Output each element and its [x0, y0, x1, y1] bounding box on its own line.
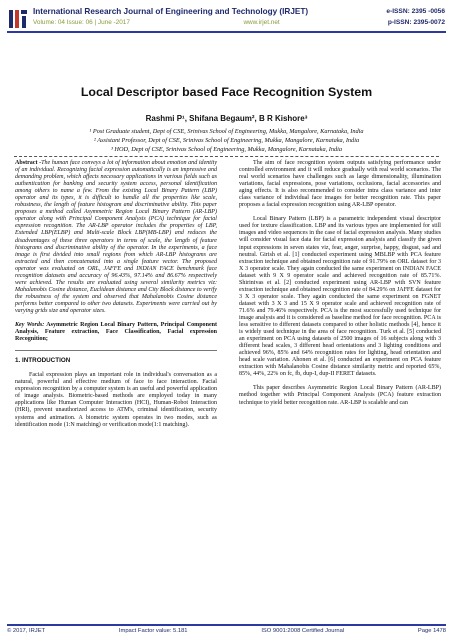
affiliation-2: ² Assistant Professor, Dept of CSE, Srinivas School of Engineering, Mukka, Mangalore, Karnataka, India	[93, 137, 360, 144]
left-column	[15, 160, 217, 436]
intro-paragraph-1: Facial expression plays an important role in individual's conversation as a natural, powerful and effective medium of face to face interaction. Facial expression recognition by a computer system is an useful and powerful application of image analysis. Biometric-based methods are employed today in many applications like Human Computer Interaction (HCI), Human-Robot Interaction (HRI), prevent unauthorized access to ATM's, criminal identification, security systems and animation. A biometric system operates in two modes, such as identification mode (1:N matching) or verification mode(1:1 matching).	[15, 372, 217, 428]
irjet-logo	[7, 7, 29, 31]
journal-name: International Research Journal of Engineering and Technology (IRJET)	[33, 7, 309, 16]
affiliation-3: ³ HOD, Dept of CSE, Srinivas School of Engineering, Mukka, Mangalore, Karnataka, India	[110, 146, 343, 153]
pissn: p-ISSN: 2395-0072	[387, 19, 445, 26]
separator-dashes	[14, 156, 439, 157]
paper-title: Local Descriptor based Face Recognition System	[80, 85, 373, 99]
footer-copyright: © 2017, IRJET	[7, 628, 46, 634]
journal-website: www.irjet.net	[243, 19, 280, 26]
body-paragraph-3: This paper describes Asymmetric Region Local Binary Pattern (AR-LBP) method together with Principal Component Analysis (PCA) feature extraction technique to yield better recognition rate. AR-LBP is scalable and can	[239, 385, 441, 406]
right-column	[239, 160, 441, 414]
volume-info	[33, 19, 280, 26]
header-rule	[7, 31, 446, 33]
paper-authors: Rashmi P¹, Shifana Begaum², B R Kishore³	[145, 114, 308, 123]
abstract-label: Abstract -	[15, 160, 42, 166]
footer-iso: ISO 9001:2008 Certified Journal	[261, 628, 345, 634]
footer-impact: Impact Factor value: 5.181	[118, 628, 188, 634]
keywords-label: Key Words:	[15, 322, 45, 329]
affiliation-1: ¹ Post Graduate student, Dept of CSE, Srinivas School of Engineering, Mukka, Mangalore, Karnataka, India	[89, 128, 364, 135]
footer-page: Page 1478	[417, 628, 446, 634]
section-heading-introduction: 1. INTRODUCTION	[15, 350, 217, 364]
volume-issue: Volume: 04 Issue: 06 | June -2017	[33, 19, 130, 26]
eissn: e-ISSN: 2395 -0056	[386, 8, 445, 15]
abstract-text: The human face conveys a lot of information about emotion and identity of an individual. Recognizing facial expression automatically is an impressive and demanding problem, which affects necessary applications in various fields such as authentication for banking and security system access, personal identification among others to name a few. From the existing Local Binary Pattern (LBP) operator and its types, it is difficult to handle all the properties like scale, robustness, the length of feature histogram and discriminative ability. This paper proposes a method called Asymmetric Region Local Binary Pattern (AR-LBP) operator along with Principal Component Analysis (PCA) technique for facial expression recognition. The AR-LBP operator includes the properties of LBP, Extended LBP(ELBP) and Multi-scale Block LBP(MB-LBP) and reduces the disadvantages of these three operators in terms of scale, the length of feature histograms and discriminative ability of the operator. In the experiments, a face image is first divided into small regions from which AR-LBP histograms are extracted and then concatenated into a single feature vector. The proposed operator was evaluated on ORL, JAFFE and INDIAN FACE benchmark face recognition datasets and accuracy of 96.43%, 97.14% and 86.67% respectively were achieved. The results are evaluated using several similarity metrics viz: Mahalanobis Cosine distance, Euclidean distance and City Block distance to verify the robustness of the system and observed that Mahalanobis Cosine distance performs better compared to other two datasets. Experiments were carried out by varying grids size and operator sizes.	[15, 160, 217, 314]
body-paragraph-2: Local Binary Pattern (LBP) is a parametric independent visual descriptor used for texture classification. LBP and its various types are implemented for still images and video sequences in the case of facial expression analysis. Many studies will consider visual face data for facial expression analysis and classify the given input expressions in seven states viz, fear, anger, surprise, happy, disgust, sad and neutral. Girish et al. [1] conducted experiment using MBLBP with PCA feature extraction technique and obtained recognition rate of 91.79% on ORL dataset for 3 X 3 operator scale. They again conducted the same experiment on INDIAN FACE dataset with 9 X 9 operator scale and achieved recognition rate of 85.71%. Shirinivas et al. [2] conducted experiment using AR-LBP with SVN feature extraction technique and obtained recognition rate of 84.29% on JAFFE dataset for 3 X 3 operator scale. They again conducted the same experiment on FGNET dataset with 3 X 3 and 15 X 9 operator scale and achieved recognition rate of 71.6% and 79.46% respectively. PCA is the most successfully used technique for image analysis and it is considered as baseline method for face recognition. PCA is less sensitive to different datasets compared to other holistic methods [4], hence it is widely used technique in the area of face recognition. Turk et al. [5] conducted an experiment on PCA using datasets of 2500 images of 16 subjects along with 3 different head scales, 3 different head orientations and 3 lighting conditions and achieved 96%, 85% and 64% recognition rates for lighting, head orientation and head scale variation. Ahonen et al. [6] conducted an experiment on PCA feature extraction with Mahalanobis Cosine distance similarity metric and reported 65%, 85%, 44%, 22% on fc, fb, dup-I, dup-II FERET datasets.	[239, 216, 441, 378]
page-footer	[7, 624, 446, 634]
abstract	[15, 160, 217, 315]
keywords	[15, 322, 217, 343]
body-paragraph-1: The aim of face recognition system outputs satisfying performance under controlled environment and it will reduce gradually with real world scenarios. The real world scenarios have challenges such as large dimensionality, illumination variations, facial expressions, pose variations, occlusions, facial accessories and aging effects. It is also recommended to consider intra class variance and inter class variance of individual face images for better recognition rate. This paper proposes a facial expression recognition using AR-LBP operator.	[239, 160, 441, 209]
journal-header	[0, 0, 453, 40]
keywords-text: Asymmetric Region Local Binary Pattern, Principal Component Analysis, Feature extraction, Face Classification, Facial expression Recognition;	[15, 322, 218, 343]
